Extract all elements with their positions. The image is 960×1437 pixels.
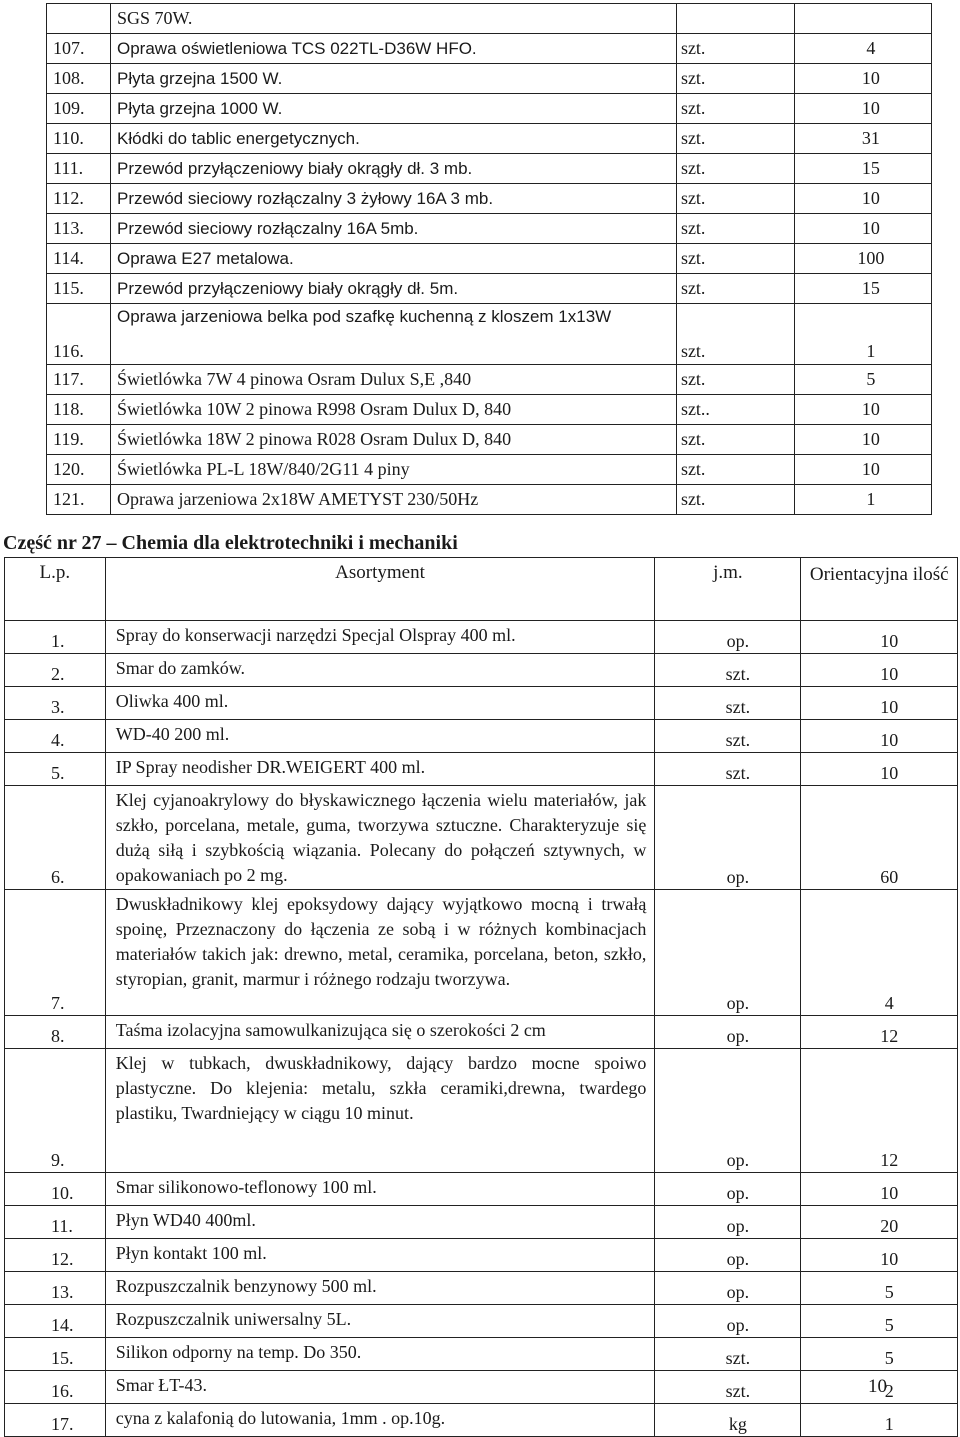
item-unit: szt. <box>676 214 794 244</box>
row-number: 118. <box>47 395 111 425</box>
item-quantity: 10 <box>794 64 931 94</box>
table-row <box>47 124 932 154</box>
row-number: 11. <box>5 1206 106 1239</box>
row-number: 108. <box>47 64 111 94</box>
table-row <box>5 1206 958 1239</box>
table-row <box>5 786 958 890</box>
item-quantity <box>794 4 931 34</box>
page-number: 10 <box>868 1376 887 1397</box>
row-number <box>47 4 111 34</box>
header-unit: j.m. <box>655 558 801 621</box>
row-number: 5. <box>5 753 106 786</box>
table-row <box>5 753 958 786</box>
row-number: 10. <box>5 1173 106 1206</box>
item-quantity: 15 <box>794 274 931 304</box>
row-number: 2. <box>5 654 106 687</box>
item-unit: szt. <box>676 365 794 395</box>
item-name: Płyn WD40 400ml. <box>105 1206 655 1239</box>
row-number: 9. <box>5 1049 106 1173</box>
item-unit: kg <box>655 1404 801 1437</box>
item-unit: szt. <box>676 244 794 274</box>
row-number: 119. <box>47 425 111 455</box>
item-name: Płyta grzejna 1000 W. <box>111 94 677 124</box>
item-quantity: 4 <box>794 34 931 64</box>
item-unit: op. <box>655 1239 801 1272</box>
item-name: Świetlówka 10W 2 pinowa R998 Osram Dulux D, 840 <box>111 395 677 425</box>
item-quantity: 15 <box>794 154 931 184</box>
item-quantity: 1 <box>794 485 931 515</box>
item-unit: op. <box>655 1206 801 1239</box>
row-number: 117. <box>47 365 111 395</box>
table-row <box>47 64 932 94</box>
item-unit: op. <box>655 890 801 1016</box>
item-name: SGS 70W. <box>111 4 677 34</box>
item-unit: szt.. <box>676 395 794 425</box>
table-row <box>47 395 932 425</box>
item-quantity: 10 <box>801 1173 958 1206</box>
item-unit: szt. <box>676 304 794 365</box>
row-number: 6. <box>5 786 106 890</box>
table-row <box>5 1049 958 1173</box>
table-header-row <box>5 558 958 621</box>
item-quantity: 10 <box>801 720 958 753</box>
item-quantity: 12 <box>801 1016 958 1049</box>
row-number: 3. <box>5 687 106 720</box>
row-number: 111. <box>47 154 111 184</box>
item-name: Kłódki do tablic energetycznych. <box>111 124 677 154</box>
item-name: IP Spray neodisher DR.WEIGERT 400 ml. <box>105 753 655 786</box>
item-quantity: 10 <box>794 425 931 455</box>
row-number: 16. <box>5 1371 106 1404</box>
table-row <box>47 244 932 274</box>
item-name: Smar do zamków. <box>105 654 655 687</box>
item-quantity: 60 <box>801 786 958 890</box>
table-row <box>5 720 958 753</box>
item-quantity: 12 <box>801 1049 958 1173</box>
table-row <box>47 94 932 124</box>
row-number: 115. <box>47 274 111 304</box>
row-number: 112. <box>47 184 111 214</box>
row-number: 114. <box>47 244 111 274</box>
item-name: Przewód przyłączeniowy biały okrągły dł. 3 mb. <box>111 154 677 184</box>
row-number: 121. <box>47 485 111 515</box>
table-row <box>47 425 932 455</box>
table-row <box>5 1016 958 1049</box>
part-title: Część nr 27 – Chemia dla elektrotechniki i mechaniki <box>3 532 458 554</box>
row-number: 4. <box>5 720 106 753</box>
item-unit: szt. <box>676 34 794 64</box>
table-row <box>47 34 932 64</box>
item-name: Silikon odporny na temp. Do 350. <box>105 1338 655 1371</box>
item-name: Przewód przyłączeniowy biały okrągły dł. 5m. <box>111 274 677 304</box>
item-unit: op. <box>655 621 801 654</box>
row-number: 15. <box>5 1338 106 1371</box>
table-row <box>5 1338 958 1371</box>
item-unit <box>676 4 794 34</box>
item-quantity: 10 <box>794 395 931 425</box>
row-number: 120. <box>47 455 111 485</box>
row-number: 13. <box>5 1272 106 1305</box>
item-name: Oprawa jarzeniowa belka pod szafkę kuchenną z kloszem 1x13W <box>111 304 677 365</box>
item-name: Oprawa jarzeniowa 2x18W AMETYST 230/50Hz <box>111 485 677 515</box>
item-name: Płyn kontakt 100 ml. <box>105 1239 655 1272</box>
item-quantity: 10 <box>801 654 958 687</box>
table-row <box>5 654 958 687</box>
item-unit: szt. <box>676 425 794 455</box>
table-row <box>47 365 932 395</box>
item-quantity: 5 <box>801 1272 958 1305</box>
item-quantity: 10 <box>794 94 931 124</box>
item-unit: szt. <box>676 64 794 94</box>
item-quantity: 10 <box>801 1239 958 1272</box>
header-lp: L.p. <box>5 558 106 621</box>
item-quantity: 4 <box>801 890 958 1016</box>
item-name: Oprawa E27 metalowa. <box>111 244 677 274</box>
table-row <box>5 1272 958 1305</box>
item-quantity: 10 <box>794 455 931 485</box>
row-number: 17. <box>5 1404 106 1437</box>
item-name: Spray do konserwacji narzędzi Specjal Olspray 400 ml. <box>105 621 655 654</box>
item-unit: szt. <box>655 753 801 786</box>
item-name: Przewód sieciowy rozłączalny 16A 5mb. <box>111 214 677 244</box>
row-number: 12. <box>5 1239 106 1272</box>
item-unit: op. <box>655 1272 801 1305</box>
item-name: Rozpuszczalnik benzynowy 500 ml. <box>105 1272 655 1305</box>
row-number: 14. <box>5 1305 106 1338</box>
table-row <box>47 154 932 184</box>
table-row <box>5 1404 958 1437</box>
item-name: Oliwka 400 ml. <box>105 687 655 720</box>
table-row <box>5 890 958 1016</box>
item-quantity: 10 <box>801 687 958 720</box>
item-quantity: 1 <box>801 1404 958 1437</box>
table-row <box>47 184 932 214</box>
item-unit: op. <box>655 1016 801 1049</box>
row-number: 113. <box>47 214 111 244</box>
item-unit: szt. <box>655 1338 801 1371</box>
table-row <box>47 485 932 515</box>
item-unit: szt. <box>655 687 801 720</box>
item-name: Dwuskładnikowy klej epoksydowy dający wyjątkowo mocną i trwałą spoinę, Przeznaczony do łączenia ze sobą i w różnych kombinacjach materiałów takich jak: drewno, metal, ceramika, porcelana, beton, szkło, styropian, granit, marmur i różnego rodzaju tworzywa. <box>105 890 655 1016</box>
item-name: Przewód sieciowy rozłączalny 3 żyłowy 16A 3 mb. <box>111 184 677 214</box>
table-row <box>47 274 932 304</box>
row-number: 7. <box>5 890 106 1016</box>
item-name: WD-40 200 ml. <box>105 720 655 753</box>
item-unit: op. <box>655 1173 801 1206</box>
item-unit: szt. <box>655 720 801 753</box>
item-unit: szt. <box>676 154 794 184</box>
item-name: Rozpuszczalnik uniwersalny 5L. <box>105 1305 655 1338</box>
item-quantity: 100 <box>794 244 931 274</box>
row-number: 116. <box>47 304 111 365</box>
item-unit: op. <box>655 1049 801 1173</box>
item-quantity: 2 <box>801 1371 958 1404</box>
item-unit: op. <box>655 786 801 890</box>
header-quantity: Orientacyjna ilość <box>801 558 958 621</box>
item-unit: szt. <box>655 1371 801 1404</box>
row-number: 1. <box>5 621 106 654</box>
table-row <box>5 1239 958 1272</box>
item-name: Oprawa oświetleniowa TCS 022TL-D36W HFO. <box>111 34 677 64</box>
table-row <box>47 4 932 34</box>
item-name: Smar silikonowo-teflonowy 100 ml. <box>105 1173 655 1206</box>
item-quantity: 10 <box>801 753 958 786</box>
item-unit: szt. <box>676 274 794 304</box>
row-number: 8. <box>5 1016 106 1049</box>
item-quantity: 10 <box>794 214 931 244</box>
item-quantity: 31 <box>794 124 931 154</box>
item-quantity: 10 <box>794 184 931 214</box>
row-number: 107. <box>47 34 111 64</box>
item-unit: op. <box>655 1305 801 1338</box>
item-unit: szt. <box>676 94 794 124</box>
item-quantity: 1 <box>794 304 931 365</box>
table-row <box>5 687 958 720</box>
item-quantity: 5 <box>801 1305 958 1338</box>
item-name: Klej cyjanoakrylowy do błyskawicznego łączenia wielu materiałów, jak szkło, porcelana, metale, guma, tworzywa sztuczne. Charakteryzuje się dużą siłą i szybkością wiązania. Polecany do połączeń sztywnych, w opakowaniach po 2 mg. <box>105 786 655 890</box>
item-name: Płyta grzejna 1500 W. <box>111 64 677 94</box>
equipment-table <box>46 3 932 515</box>
chemistry-table <box>4 557 958 1437</box>
item-name: Taśma izolacyjna samowulkanizująca się o szerokości 2 cm <box>105 1016 655 1049</box>
table-row <box>47 304 932 365</box>
table-row <box>5 1305 958 1338</box>
item-unit: szt. <box>655 654 801 687</box>
item-name: Świetlówka 7W 4 pinowa Osram Dulux S,E ,840 <box>111 365 677 395</box>
table-row <box>5 621 958 654</box>
item-unit: szt. <box>676 485 794 515</box>
item-unit: szt. <box>676 455 794 485</box>
item-quantity: 5 <box>794 365 931 395</box>
item-quantity: 5 <box>801 1338 958 1371</box>
item-name: cyna z kalafonią do lutowania, 1mm . op.10g. <box>105 1404 655 1437</box>
item-name: Klej w tubkach, dwuskładnikowy, dający bardzo mocne spoiwo plastyczne. Do klejenia: metalu, szkła ceramiki,drewna, twardego plastiku, Twardniejący w ciągu 10 minut. <box>105 1049 655 1173</box>
item-unit: szt. <box>676 184 794 214</box>
header-assortment: Asortyment <box>105 558 655 621</box>
item-quantity: 10 <box>801 621 958 654</box>
row-number: 109. <box>47 94 111 124</box>
row-number: 110. <box>47 124 111 154</box>
item-name: Świetlówka PL-L 18W/840/2G11 4 piny <box>111 455 677 485</box>
item-unit: szt. <box>676 124 794 154</box>
item-name: Smar ŁT-43. <box>105 1371 655 1404</box>
table-row <box>5 1173 958 1206</box>
table-row <box>47 214 932 244</box>
table-row <box>47 455 932 485</box>
item-name: Świetlówka 18W 2 pinowa R028 Osram Dulux D, 840 <box>111 425 677 455</box>
item-quantity: 20 <box>801 1206 958 1239</box>
